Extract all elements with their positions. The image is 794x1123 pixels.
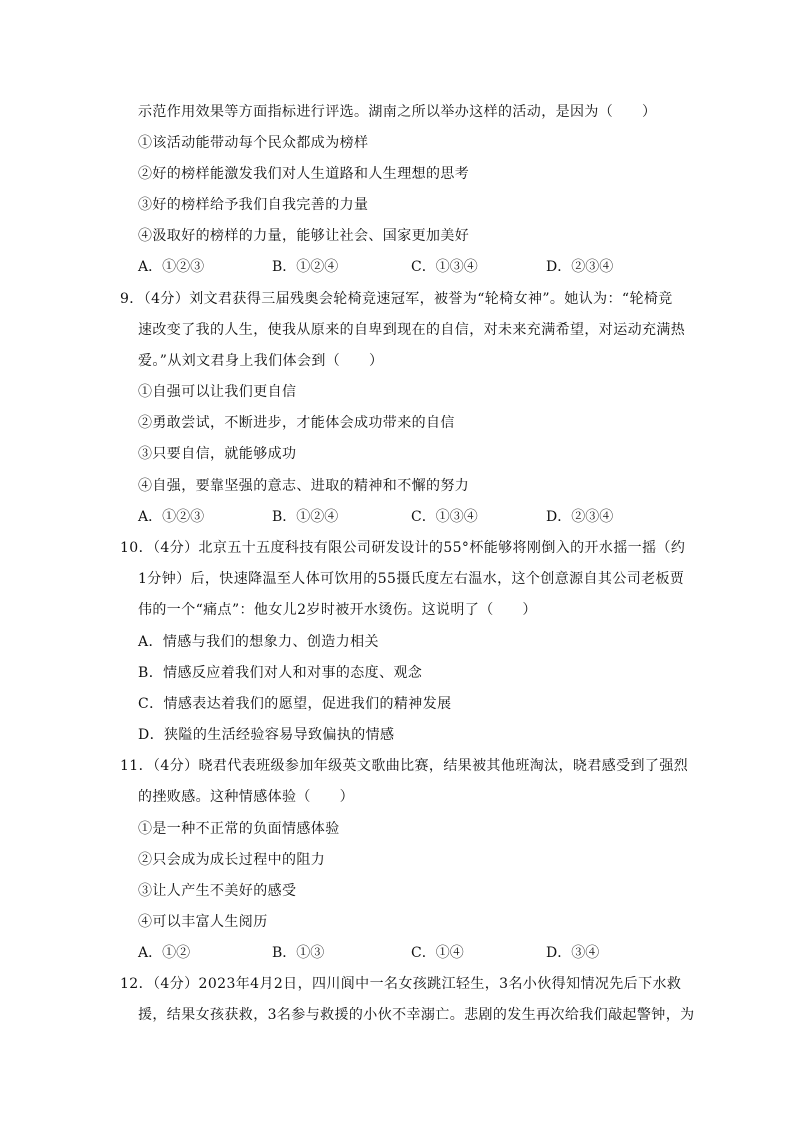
q10-choice-c[interactable]: C．情感表达着我们的愿望，促进我们的精神发展	[138, 696, 452, 712]
q11-item-2: ②只会成为成长过程中的阻力	[138, 852, 326, 868]
q10-stem-line-2: 1分钟）后，快速降温至人体可饮用的55摄氏度左右温水，这个创意源自其公司老板贾	[138, 571, 685, 587]
q9-item-2: ②勇敢尝试，不断进步，才能体会成功带来的自信	[138, 415, 455, 431]
q12-stem-line-1: 12．（4分）2023年4月2日，四川阆中一名女孩跳江轻生，3名小伙得知情况先后下水救	[120, 976, 682, 992]
q9-stem-line-3: 爱。”从刘文君身上我们体会到（ ）	[138, 353, 384, 369]
q8-stem-line: 示范作用效果等方面指标进行评选。湖南之所以举办这样的活动，是因为（ ）	[138, 104, 657, 120]
q9-stem-line-2: 速改变了我的人生，使我从原来的自卑到现在的自信，对未来充满希望，对运动充满热	[138, 322, 686, 338]
q8-item-3: ③好的榜样给予我们自我完善的力量	[138, 197, 369, 213]
q9-option-b[interactable]: B．①②④	[272, 509, 339, 525]
q10-choice-d[interactable]: D．狭隘的生活经验容易导致偏执的情感	[138, 727, 395, 743]
q10-choice-a[interactable]: A．情感与我们的想象力、创造力相关	[138, 634, 379, 650]
q11-option-b[interactable]: B．①③	[272, 945, 325, 961]
q10-choice-b[interactable]: B．情感反应着我们对人和对事的态度、观念	[138, 665, 423, 681]
q11-item-3: ③让人产生不美好的感受	[138, 883, 297, 899]
q9-option-a[interactable]: A．①②③	[138, 509, 205, 525]
q11-item-1: ①是一种不正常的负面情感体验	[138, 821, 340, 837]
q9-item-1: ①自强可以让我们更自信	[138, 384, 297, 400]
q10-stem-line-3: 伟的一个“痛点”：他女儿2岁时被开水烫伤。这说明了（ ）	[138, 602, 537, 618]
q9-option-d[interactable]: D．②③④	[546, 509, 614, 525]
q8-item-1: ①该活动能带动每个民众都成为榜样	[138, 135, 369, 151]
q8-item-2: ②好的榜样能激发我们对人生道路和人生理想的思考	[138, 166, 470, 182]
q9-stem-line-1: 9．（4分）刘文君获得三届残奥会轮椅竞速冠军，被誉为“轮椅女神”。她认为：“轮椅竞	[120, 291, 673, 307]
q11-option-c[interactable]: C．①④	[411, 945, 464, 961]
q9-option-c[interactable]: C．①③④	[411, 509, 478, 525]
q8-option-c[interactable]: C．①③④	[411, 259, 478, 275]
q11-item-4: ④可以丰富人生阅历	[138, 914, 268, 930]
q8-option-b[interactable]: B．①②④	[272, 259, 339, 275]
q9-item-3: ③只要自信，就能够成功	[138, 446, 297, 462]
q12-stem-line-2: 援，结果女孩获救，3名参与救援的小伙不幸溺亡。悲剧的发生再次给我们敲起警钟，为	[138, 1007, 695, 1023]
q8-option-a[interactable]: A．①②③	[138, 259, 205, 275]
q11-option-d[interactable]: D．③④	[546, 945, 600, 961]
q10-stem-line-1: 10．（4分）北京五十五度科技有限公司研发设计的55°杯能够将刚倒入的开水摇一摇（约	[120, 540, 686, 556]
q8-item-4: ④汲取好的榜样的力量，能够让社会、国家更加美好	[138, 228, 470, 244]
q11-stem-line-1: 11．（4分）晓君代表班级参加年级英文歌曲比赛，结果被其他班淘汰，晓君感受到了强烈	[120, 758, 689, 774]
q8-option-d[interactable]: D．②③④	[546, 259, 614, 275]
q11-option-a[interactable]: A．①②	[138, 945, 191, 961]
q9-item-4: ④自强，要靠坚强的意志、进取的精神和不懈的努力	[138, 478, 470, 494]
q11-stem-line-2: 的挫败感。这种情感体验（ ）	[138, 789, 354, 805]
